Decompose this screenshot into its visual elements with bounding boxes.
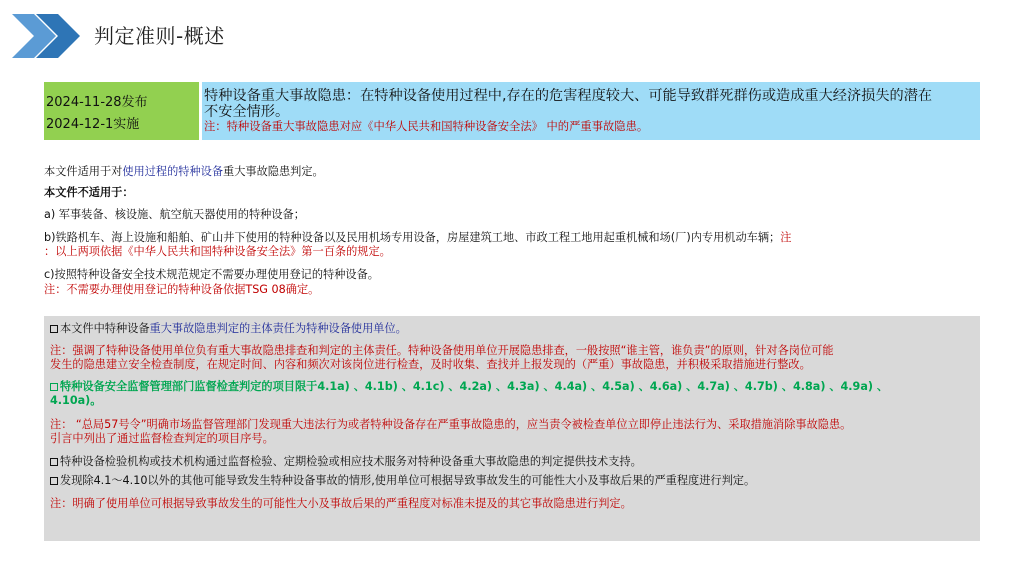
scope-item-b: b)铁路机车、海上设施和船舶、矿山井下使用的特种设备以及民用机场专用设备，房屋建筑工地、市政工程工地用起重机械和场(厂)内专用机动车辆；注 xyxy=(44,231,792,244)
definition-line-2: 不安全情形。 xyxy=(204,104,290,120)
not-applicable-heading: 本文件不适用于： xyxy=(44,186,134,199)
scope-applies: 本文件适用于对使用过程的特种设备重大事故隐患判定。 xyxy=(44,165,324,178)
responsibility-note-4: 注：明确了使用单位可根据导致事故发生的可能性大小及事故后果的严重程度对标准未提及的其它事故隐患进行判定。 xyxy=(50,497,632,510)
definition-box xyxy=(202,82,980,140)
checkbox-square-icon xyxy=(50,477,58,485)
checkbox-square-icon xyxy=(50,325,58,333)
scope-item-c-note: 注：不需要办理使用登记的特种设备依据TSG 08确定。 xyxy=(44,283,320,296)
dates-box xyxy=(44,82,199,140)
effective-date: 2024-12-1实施 xyxy=(46,117,140,132)
page-title: 判定准则-概述 xyxy=(94,24,225,48)
header-chevron-icon xyxy=(12,14,86,58)
responsibility-note-2-line-1: 注： “总局57号令”明确市场监督管理部门发现重大违法行为或者特种设备存在严重事故隐患的，应当责令被检查单位立即停止违法行为、采取措施消除事故隐患。 xyxy=(50,418,852,431)
publish-date: 2024-11-28发布 xyxy=(46,95,148,110)
responsibility-item-2: 特种设备安全监督管理部门监督检查判定的项目限于4.1a) 、4.1b) 、4.1c) 、4.2a) 、4.3a) 、4.4a) 、4.5a) 、4.6a) 、4.7a) 、4.7b) 、4.8a) 、4.9a) 、 xyxy=(50,380,888,394)
responsibility-item-1: 本文件中特种设备重大事故隐患判定的主体责任为特种设备使用单位。 xyxy=(50,322,407,336)
definition-note: 注：特种设备重大事故隐患对应《中华人民共和国特种设备安全法》 中的严重事故隐患。 xyxy=(204,120,649,133)
scope-item-b-note: ：以上两项依据《中华人民共和国特种设备安全法》第一百条的规定。 xyxy=(44,245,391,258)
definition-line-1: 特种设备重大事故隐患：在特种设备使用过程中,存在的危害程度较大、可能导致群死群伤或造成重大经济损失的潜在 xyxy=(204,88,933,104)
scope-applies-highlight: 使用过程的特种设备 xyxy=(122,165,224,178)
responsibility-note-1-line-2: 发生的隐患建立安全检查制度，在规定时间、内容和频次对该岗位进行检查，及时收集、查找并上报发现的（严重）事故隐患，并积极采取措施进行整改。 xyxy=(50,358,811,371)
scope-item-c: c)按照特种设备安全技术规范规定不需要办理使用登记的特种设备。 xyxy=(44,268,379,281)
responsibility-note-2-line-2: 引言中列出了通过监督检查判定的项目序号。 xyxy=(50,432,274,445)
checkbox-square-icon xyxy=(50,383,58,391)
responsibility-note-1-line-1: 注：强调了特种设备使用单位负有重大事故隐患排查和判定的主体责任。特种设备使用单位开展隐患排查，一般按照“谁主管，谁负责”的原则，针对各岗位可能 xyxy=(50,344,834,357)
checkbox-square-icon xyxy=(50,458,58,466)
scope-item-a: a) 军事装备、核设施、航空航天器使用的特种设备； xyxy=(44,208,305,221)
responsibility-item-4: 发现除4.1～4.10以外的其他可能导致发生特种设备事故的情形,使用单位可根据导致事故发生的可能性大小及事故后果的严重程度进行判定。 xyxy=(50,474,755,488)
responsibility-item-2-line-2: 4.10a)。 xyxy=(50,394,102,407)
responsibility-item-3: 特种设备检验机构或技术机构通过监督检验、定期检验或相应技术服务对特种设备重大事故隐患的判定提供技术支持。 xyxy=(50,455,642,469)
